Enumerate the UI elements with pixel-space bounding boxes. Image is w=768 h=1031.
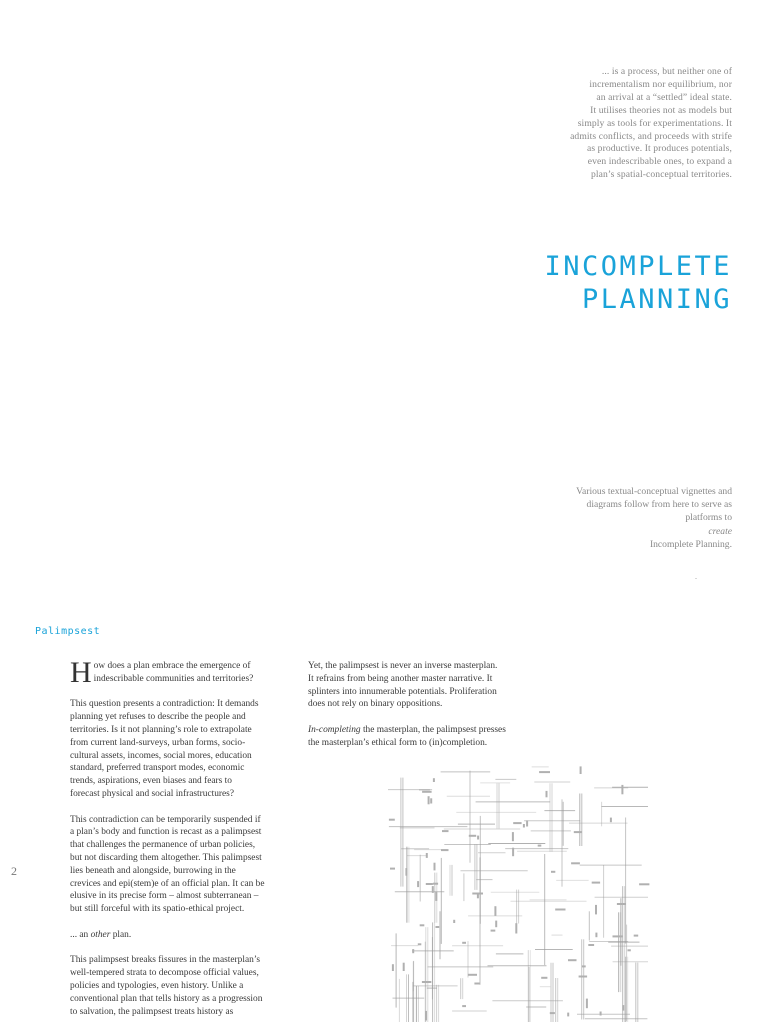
page-number: 2 bbox=[11, 864, 17, 878]
diagram-block bbox=[567, 1013, 569, 1017]
text-line: lies beneath and alongside, burrowing in the bbox=[70, 865, 236, 876]
diagram-block bbox=[462, 942, 466, 944]
diagram-block bbox=[425, 1011, 427, 1021]
note-emphasis: create bbox=[708, 525, 732, 537]
diagram-block bbox=[412, 949, 414, 953]
diagram-block bbox=[477, 836, 479, 840]
diagram-block bbox=[513, 822, 521, 824]
text-fragment: ... an bbox=[70, 929, 91, 940]
text-line: does not rely on binary oppositions. bbox=[308, 699, 443, 710]
diagram-block bbox=[426, 883, 433, 885]
diagram-block bbox=[453, 920, 455, 923]
diagram-block bbox=[621, 785, 623, 794]
diagram-block bbox=[477, 895, 479, 899]
text-line: It refrains from being another master narrative. It bbox=[308, 673, 493, 684]
diagram-block bbox=[600, 1012, 602, 1016]
drop-cap: H bbox=[70, 656, 92, 689]
paragraph bbox=[70, 656, 302, 689]
diagram-block bbox=[426, 853, 428, 858]
paragraph bbox=[308, 660, 536, 711]
text-line: indescribable communities and territories? bbox=[93, 673, 254, 684]
diagram-block bbox=[588, 944, 594, 946]
intro-line: incrementalism nor equilibrium, nor bbox=[589, 78, 732, 90]
section-label: Palimpsest bbox=[35, 626, 101, 637]
diagram-block bbox=[574, 831, 582, 833]
paragraph bbox=[308, 724, 536, 750]
text-line: standard, preferred transport modes, economic bbox=[70, 763, 245, 774]
diagram-block bbox=[435, 892, 437, 901]
text-line: Yet, the palimpsest is never an inverse masterplan. bbox=[308, 661, 498, 671]
intro-paragraph bbox=[532, 66, 732, 182]
diagram-block bbox=[434, 863, 436, 871]
text-line: crevices and epi(stem)e of an official plan. It can be bbox=[70, 878, 265, 889]
diagram-block bbox=[595, 905, 597, 915]
intro-line: simply as tools for experimentations. It bbox=[577, 117, 732, 129]
paragraph bbox=[70, 929, 302, 942]
diagram-block bbox=[541, 977, 547, 979]
diagram-block bbox=[433, 778, 435, 782]
diagram-block bbox=[512, 832, 514, 841]
diagram-block bbox=[546, 791, 548, 797]
diagram-block bbox=[610, 818, 612, 823]
text-emphasis: In-completing bbox=[308, 724, 361, 735]
text-line: that challenges the permanence of urban policies, bbox=[70, 840, 256, 851]
diagram-block bbox=[613, 935, 623, 937]
diagram-block bbox=[495, 921, 497, 928]
diagram-block bbox=[436, 926, 440, 928]
diagram-block bbox=[595, 933, 597, 938]
diagram-block bbox=[617, 903, 626, 905]
diagram-block bbox=[433, 883, 438, 885]
diagram-block bbox=[622, 1005, 624, 1011]
text-line: This contradiction can be temporarily suspended if bbox=[70, 814, 261, 825]
diagram-block bbox=[462, 1005, 466, 1007]
diagram-block bbox=[430, 798, 432, 803]
left-column bbox=[70, 656, 302, 1031]
text-line: from current land-surveys, urban forms, socio- bbox=[70, 737, 246, 748]
text-line: but not discarding them altogether. This palimpsest bbox=[70, 852, 262, 863]
palimpsest-diagram bbox=[388, 760, 650, 1024]
text-line: splinters into innumerable potentials. Proliferation bbox=[308, 686, 497, 697]
diagram-block bbox=[403, 963, 405, 971]
intro-note bbox=[532, 485, 732, 551]
diagram-block bbox=[539, 771, 550, 773]
text-line: ow does a plan embrace the emergence of bbox=[93, 661, 251, 671]
diagram-block bbox=[468, 974, 477, 976]
intro-line: It utilises theories not as models but bbox=[590, 104, 732, 116]
diagram-block bbox=[579, 976, 588, 978]
diagram-block bbox=[442, 830, 449, 832]
diagram-block bbox=[494, 906, 496, 916]
diagram-block bbox=[474, 983, 479, 985]
text-line: a plan’s body and function is recast as a palimpsest bbox=[70, 827, 262, 838]
diagram-block bbox=[568, 959, 577, 961]
text-line: the masterplan’s ethical form to (in)completion. bbox=[308, 737, 488, 748]
diagram-block bbox=[526, 821, 528, 827]
intro-line: plan’s spatial-conceptual territories. bbox=[591, 169, 732, 181]
text-line: well-tempered strata to decompose official values, bbox=[70, 968, 259, 979]
paragraph bbox=[70, 954, 302, 1018]
text-emphasis: other bbox=[90, 929, 111, 940]
diagram-block bbox=[420, 924, 425, 926]
diagram-block bbox=[417, 881, 419, 887]
diagram-block bbox=[441, 849, 449, 851]
note-line-3 bbox=[532, 511, 732, 551]
paragraph bbox=[70, 814, 302, 916]
diagram-block bbox=[428, 796, 430, 804]
text-line: to salvation, the palimpsest treats history as bbox=[70, 1006, 234, 1017]
diagram-block bbox=[491, 930, 496, 932]
text-fragment: the masterplan, the palimpsest presses bbox=[360, 724, 506, 735]
diagram-block bbox=[555, 909, 565, 911]
diagram-block bbox=[422, 981, 431, 983]
text-line: This question presents a contradiction: It demands bbox=[70, 699, 259, 710]
text-line bbox=[308, 724, 536, 737]
intro-line: an arrival at a “settled” ideal state. bbox=[596, 91, 732, 103]
text-line: planning yet refuses to describe the people and bbox=[70, 712, 246, 723]
diagram-block bbox=[422, 791, 432, 793]
diagram-block bbox=[592, 882, 600, 884]
diagram-block bbox=[392, 964, 394, 971]
paragraph bbox=[70, 698, 302, 800]
title-line-1: INCOMPLETE bbox=[544, 251, 732, 282]
text-fragment: plan. bbox=[110, 929, 132, 940]
text-line: cultural assets, incomes, social mores, education bbox=[70, 750, 252, 761]
text-line: elusive in its precise form – almost subterranean – bbox=[70, 891, 259, 902]
text-line: This palimpsest breaks fissures in the masterplan’s bbox=[70, 955, 261, 966]
diagram-block bbox=[571, 862, 580, 864]
diagram-block bbox=[582, 965, 586, 967]
diagram-block bbox=[550, 1012, 555, 1014]
text-line: policies and typologies, even history. Unlike a bbox=[70, 980, 244, 991]
text-line: trends, aspirations, even biases and fears to bbox=[70, 776, 232, 787]
note-text: Incomplete Planning. bbox=[649, 538, 732, 550]
intro-line: even indescribable ones, to expand a bbox=[587, 156, 732, 168]
diagram-block bbox=[551, 871, 555, 873]
diagram-block bbox=[472, 893, 483, 895]
note-text: platforms to bbox=[685, 512, 732, 524]
text-line: but still forceful with its spatio-ethical project. bbox=[70, 904, 245, 915]
note-line-2: diagrams follow from here to serve as bbox=[586, 499, 732, 511]
diagram-block bbox=[580, 766, 582, 774]
diagram-block bbox=[512, 848, 514, 857]
diagram-block bbox=[469, 835, 476, 837]
diagram-block bbox=[586, 999, 588, 1009]
intro-line: admits conflicts, and proceeds with strife bbox=[570, 130, 732, 142]
text-line: territories. Is it not planning’s role to extrapolate bbox=[70, 724, 252, 735]
diagram-block bbox=[538, 845, 542, 847]
diagram-block bbox=[628, 949, 631, 951]
text-line: conventional plan that tells history as a progression bbox=[70, 993, 263, 1004]
intro-line: as productive. It produces potentials, bbox=[586, 143, 732, 155]
right-column bbox=[308, 660, 536, 762]
diagram-block bbox=[390, 868, 395, 870]
diagram-block bbox=[523, 824, 525, 828]
diagram-block bbox=[515, 923, 517, 933]
intro-line: ... is a process, but neither one of bbox=[601, 66, 732, 77]
text-line: forecast physical and social infrastructures? bbox=[70, 788, 234, 799]
diagram-block bbox=[634, 935, 639, 937]
diagram-block bbox=[418, 943, 422, 945]
diagram-block bbox=[389, 819, 395, 821]
page-title bbox=[544, 250, 732, 316]
diagram-block bbox=[432, 886, 434, 893]
diagram-block bbox=[639, 883, 649, 885]
title-line-2: PLANNING bbox=[581, 284, 732, 315]
stray-dot: . bbox=[695, 572, 697, 581]
diagram-block bbox=[405, 868, 407, 876]
note-line-1: Various textual-conceptual vignettes and bbox=[576, 486, 732, 497]
